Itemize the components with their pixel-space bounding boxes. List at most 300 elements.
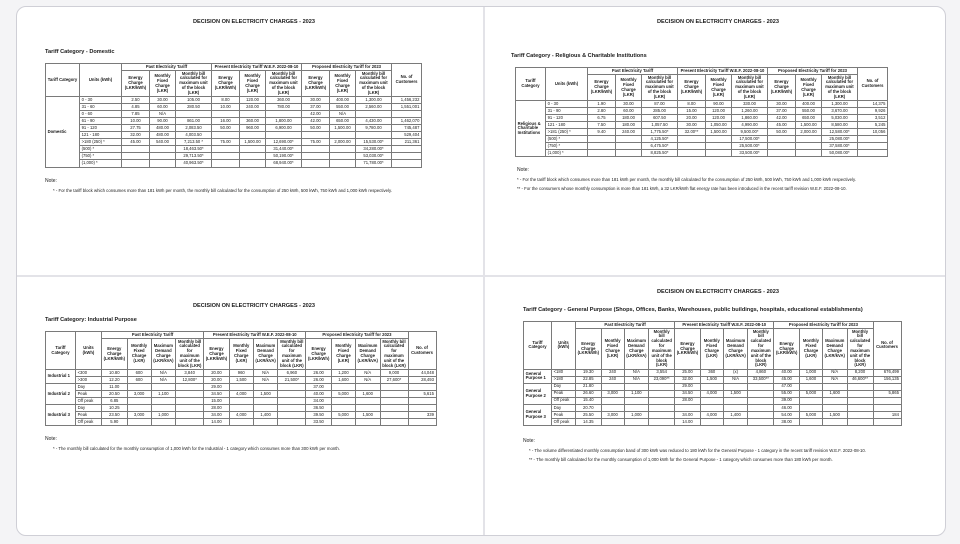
- table-cell: 15,530.00*: [356, 139, 392, 146]
- table-cell: 17,500.00*: [732, 136, 768, 143]
- table-cell: 1,500.00: [706, 129, 732, 136]
- table-row: [46, 132, 422, 139]
- category-title: Tariff Category: Industrial Purpose: [45, 317, 137, 323]
- table-cell: [229, 405, 253, 412]
- table-row: [46, 405, 437, 412]
- th-bill: Monthly bill calculated for maximum unit of the block (LKR): [176, 339, 204, 370]
- table-cell: 1,600: [355, 391, 380, 398]
- th-energy: Energy Charge (LKR/kWh): [576, 329, 602, 370]
- table-cell: 20.70: [576, 404, 602, 411]
- table-row: [524, 390, 902, 397]
- table-cell: [796, 136, 822, 143]
- th-fixed: Monthly Fixed Charge (LKR): [229, 339, 253, 370]
- table-cell: [331, 398, 355, 405]
- table-cell: 156,135: [873, 376, 901, 383]
- table-cell: 90.00: [706, 101, 732, 108]
- table-cell: [355, 398, 380, 405]
- table-cell: 4,000: [229, 391, 253, 398]
- table-cell: [356, 132, 392, 139]
- table-row: [46, 146, 422, 153]
- table-cell: 34,280.00*: [356, 146, 392, 153]
- table-row: [46, 419, 437, 426]
- table-cell: 36.50: [306, 405, 332, 412]
- note-text: * - The monthly bill calculated for the monthly consumption of 1,000 kWh for the Industrial - 1 category which consumes more than 300 kWh per month.: [53, 446, 340, 452]
- panel-title: DECISION ON ELECTRICITY CHARGES - 2023: [192, 19, 316, 25]
- table-cell: 30.00: [678, 122, 706, 129]
- table-cell: [150, 153, 176, 160]
- table-cell: 71,780.00*: [356, 160, 392, 167]
- th-bill: Monthly bill calculated for maximum unit of the block (LKR): [822, 75, 858, 101]
- th-present: Present Electricity Tariff W.E.F. 2022-08-10: [204, 332, 306, 339]
- table-cell: 8,825.50*: [642, 150, 678, 157]
- table-cell: 10.80: [102, 370, 128, 377]
- table-cell: 240: [601, 369, 624, 376]
- th-bill: Monthly bill calculated for maximum unit of the block (LKR): [748, 329, 774, 370]
- table-row: [46, 377, 437, 384]
- th-energy: Energy Charge (LKR/kWh): [678, 75, 706, 101]
- table-cell: 18,463.50*: [176, 146, 212, 153]
- table-cell: 21,500*: [278, 377, 306, 384]
- table-cell: Off peak: [76, 419, 102, 426]
- table-cell: Industrial 1: [46, 370, 76, 384]
- table-cell: 87.00: [642, 101, 678, 108]
- table-cell: 50.00: [212, 125, 240, 132]
- table-cell: [122, 153, 150, 160]
- table-cell: 29.00: [675, 383, 701, 390]
- table-cell: 34.00: [675, 411, 701, 418]
- table-cell: 16.00: [212, 118, 240, 125]
- th-energy: Energy Charge (LKR/kWh): [212, 71, 240, 97]
- table-cell: 4,000: [700, 390, 723, 397]
- table-cell: 9.40: [588, 129, 616, 136]
- table-cell: [380, 384, 408, 391]
- note-text: ** - For the consumers whose monthly consumption is more than 181 kWh, a 32 LKR/kWh flat energy rate has been introduced in the recent tariff revision W.E.F. 2022-08-10.: [517, 186, 847, 192]
- th-demand: Maximum Demand Charge (LKR/kVA): [355, 339, 380, 370]
- table-row: [46, 97, 422, 104]
- th-category: Tariff Category: [46, 64, 80, 97]
- table-cell: [330, 132, 356, 139]
- table-row: [524, 376, 902, 383]
- table-cell: [151, 384, 176, 391]
- note-heading: Note:: [45, 436, 57, 443]
- table-cell: [601, 383, 624, 390]
- table-cell: [331, 384, 355, 391]
- table-cell: [408, 405, 436, 412]
- table-cell: 50,080.00*: [822, 150, 858, 157]
- table-row: [46, 104, 422, 111]
- th-fixed: Monthly Fixed Charge (LKR): [706, 75, 732, 101]
- table-cell: 5,000: [799, 390, 822, 397]
- table-cell: 6.85: [102, 398, 128, 405]
- table-cell: 1,500: [723, 390, 748, 397]
- table-cell: 4,000: [229, 412, 253, 419]
- table-cell: [253, 419, 278, 426]
- th-category: Tariff Category: [524, 322, 552, 370]
- table-cell: 12.20: [102, 377, 128, 384]
- th-proposed: Proposed Electricity Tariff for 2023: [306, 332, 408, 339]
- industrial-panel: [29, 285, 479, 533]
- table-cell: [723, 397, 748, 404]
- table-cell: 33.50: [306, 419, 332, 426]
- table-cell: [151, 398, 176, 405]
- table-cell: [748, 411, 774, 418]
- table-cell: 12,690.00*: [266, 139, 302, 146]
- th-energy: Energy Charge (LKR/kWh): [102, 339, 128, 370]
- table-row: [524, 418, 902, 425]
- th-bill: Monthly bill calculated for maximum unit of the block (LKR): [356, 71, 392, 97]
- table-cell: [847, 397, 873, 404]
- table-cell: 15.40: [576, 397, 602, 404]
- table-cell: 14.35: [576, 418, 602, 425]
- table-cell: [649, 397, 675, 404]
- table-cell: [176, 391, 204, 398]
- table-cell: 40,963.50*: [176, 160, 212, 167]
- table-cell: [278, 412, 306, 419]
- table-cell: [799, 383, 822, 390]
- table-cell: 9,000: [380, 370, 408, 377]
- table-row: [524, 369, 902, 376]
- table-cell: 4,430.00: [356, 118, 392, 125]
- note-text: ** - The monthly bill calculated for the monthly consumption of 1,000 kWh for the General Purpose - 1 category which consumes more than 180 kWh per month.: [529, 456, 833, 462]
- table-cell: 14,375: [858, 101, 888, 108]
- table-cell: 9,926: [858, 108, 888, 115]
- table-cell: 9,780.00: [356, 125, 392, 132]
- table-cell: [278, 398, 306, 405]
- table-row: [46, 153, 422, 160]
- table-cell: [176, 412, 204, 419]
- table-cell: [588, 136, 616, 143]
- table-cell: [723, 383, 748, 390]
- table-cell: 1,000: [151, 412, 176, 419]
- table-cell: [649, 390, 675, 397]
- table-cell: 3,554: [649, 369, 675, 376]
- table-cell: 3,000: [601, 390, 624, 397]
- table-cell: 360: [700, 369, 723, 376]
- table-cell: [302, 160, 330, 167]
- table-cell: 38.00: [774, 418, 800, 425]
- th-customers: No. of Customers: [858, 68, 888, 101]
- table-cell: [408, 398, 436, 405]
- table-cell: [799, 397, 822, 404]
- table-cell: 2,000.00: [330, 139, 356, 146]
- th-demand: Maximum Demand Charge (LKR/kVA): [723, 329, 748, 370]
- table-row: [516, 122, 888, 129]
- table-cell: [678, 136, 706, 143]
- table-cell: 120.00: [240, 97, 266, 104]
- table-cell: [150, 146, 176, 153]
- table-cell: 5,000: [799, 411, 822, 418]
- table-cell: 60.00: [150, 104, 176, 111]
- table-cell: 50.00: [302, 125, 330, 132]
- table-cell: 42.00: [302, 111, 330, 118]
- table-cell: [229, 398, 253, 405]
- th-customers: No. of Customers: [873, 322, 901, 370]
- table-cell: N/A: [355, 377, 380, 384]
- table-cell: [408, 384, 436, 391]
- table-cell: 10.00: [122, 118, 150, 125]
- table-row: [516, 136, 888, 143]
- table-cell: >300: [76, 377, 102, 384]
- table-cell: Off peak: [552, 397, 576, 404]
- table-cell: Industrial 2: [46, 384, 76, 405]
- table-cell: 3,512: [858, 115, 888, 122]
- category-title: Tariff Category - Religious & Charitable Institutions: [511, 53, 647, 59]
- table-cell: 37.00: [306, 384, 332, 391]
- table-cell: [127, 405, 151, 412]
- table-cell: 11.00: [102, 384, 128, 391]
- table-cell: [706, 136, 732, 143]
- table-cell: 34.00: [306, 398, 332, 405]
- table-cell: 40.00: [774, 369, 800, 376]
- th-demand: Maximum Demand Charge (LKR/kVA): [822, 329, 847, 370]
- table-cell: 1,100: [624, 390, 649, 397]
- table-cell: 120.00: [706, 115, 732, 122]
- table-cell: 10,056: [858, 129, 888, 136]
- table-cell: [822, 418, 847, 425]
- table-cell: 1,000: [624, 411, 649, 418]
- th-units: Units (kWh): [552, 322, 576, 370]
- table-cell: [700, 383, 723, 390]
- table-cell: 529,404: [392, 132, 422, 139]
- table-cell: 120.00: [706, 108, 732, 115]
- th-present: Present Electricity Tariff W.E.F. 2022-08-10: [212, 64, 302, 71]
- table-cell: [706, 150, 732, 157]
- table-cell: 45.00: [122, 139, 150, 146]
- table-cell: 50.00: [768, 129, 796, 136]
- table-cell: 19.30: [576, 369, 602, 376]
- table-cell: Day: [76, 405, 102, 412]
- table-cell: [706, 143, 732, 150]
- th-bill: Monthly bill calculated for maximum unit of the block (LKR): [176, 71, 212, 97]
- table-cell: [380, 412, 408, 419]
- table-cell: 60.00: [616, 108, 642, 115]
- table-cell: 180.00: [616, 122, 642, 129]
- table-cell: [847, 390, 873, 397]
- table-row: [46, 125, 422, 132]
- table-cell: 1,500: [229, 377, 253, 384]
- table-cell: Domestic: [46, 97, 80, 167]
- table-cell: 90.00: [150, 118, 176, 125]
- table-cell: 6,475.50*: [642, 143, 678, 150]
- table-cell: 32.00: [675, 376, 701, 383]
- table-cell: [392, 111, 422, 118]
- table-cell: 39.00: [774, 397, 800, 404]
- table-cell: [799, 418, 822, 425]
- document-frame: [16, 6, 946, 536]
- table-cell: 20.50: [102, 391, 128, 398]
- th-past: Past Electricity Tariff: [588, 68, 678, 75]
- table-cell: [858, 150, 888, 157]
- table-cell: [748, 390, 774, 397]
- table-cell: [873, 404, 901, 411]
- table-row: [46, 111, 422, 118]
- table-cell: 12,580.00*: [822, 129, 858, 136]
- table-cell: [649, 383, 675, 390]
- table-cell: 47.00: [774, 383, 800, 390]
- table-cell: 91 - 120: [546, 115, 588, 122]
- table-cell: N/A: [822, 376, 847, 383]
- table-cell: Off peak: [552, 418, 576, 425]
- table-cell: >181 (250) *: [546, 129, 588, 136]
- table-cell: 240.00: [240, 104, 266, 111]
- table-cell: 45.00: [768, 122, 796, 129]
- table-cell: 39.50: [306, 412, 332, 419]
- table-cell: [302, 153, 330, 160]
- table-cell: [700, 397, 723, 404]
- table-cell: [858, 143, 888, 150]
- th-bill: Monthly bill calculated for maximum unit of the block (LKR): [278, 339, 306, 370]
- table-cell: 40.00: [306, 391, 332, 398]
- table-cell: [176, 111, 212, 118]
- table-cell: 360.00: [240, 118, 266, 125]
- table-cell: [873, 397, 901, 404]
- table-cell: 4,990.00: [732, 122, 768, 129]
- table-cell: 25,080.00*: [822, 136, 858, 143]
- table-cell: [266, 111, 302, 118]
- table-cell: Day: [552, 383, 576, 390]
- table-cell: 1,600: [331, 377, 355, 384]
- th-demand: Maximum Demand Charge (LKR/kVA): [624, 329, 649, 370]
- table-cell: [768, 136, 796, 143]
- table-cell: 0 - 30: [80, 97, 122, 104]
- table-cell: 1,775.50*: [642, 129, 678, 136]
- table-cell: 4,125.50*: [642, 136, 678, 143]
- table-cell: [240, 146, 266, 153]
- table-row: [524, 397, 902, 404]
- table-cell: 8.00: [678, 101, 706, 108]
- table-cell: [588, 143, 616, 150]
- table-cell: 42.00: [768, 115, 796, 122]
- table-cell: [122, 160, 150, 167]
- table-cell: 180.00: [616, 115, 642, 122]
- th-energy: Energy Charge (LKR/kWh): [204, 339, 230, 370]
- category-title: Tariff Category - Domestic: [45, 49, 115, 55]
- th-energy: Energy Charge (LKR/kWh): [302, 71, 330, 97]
- table-cell: 550.00: [330, 104, 356, 111]
- note-text: * - For the tariff block which consumes more than 181 kWh per month, the monthly bill calculated for the consumption of 250 kWh, 500 kWh, 750 kWh and 1,000 kWh respectively.: [517, 177, 856, 183]
- general-purpose-panel: [495, 285, 941, 533]
- table-cell: 27,600*: [380, 377, 408, 384]
- th-fixed: Monthly Fixed Charge (LKR): [616, 75, 642, 101]
- table-row: [516, 129, 888, 136]
- table-cell: [624, 418, 649, 425]
- th-fixed: Monthly Fixed Charge (LKR): [700, 329, 723, 370]
- table-cell: 650.00: [330, 118, 356, 125]
- table-cell: 30.00: [768, 101, 796, 108]
- table-cell: 30.00: [616, 101, 642, 108]
- table-cell: [278, 405, 306, 412]
- table-cell: [151, 405, 176, 412]
- table-cell: 5,865: [873, 390, 901, 397]
- table-cell: 5,245: [858, 122, 888, 129]
- table-cell: N/A: [253, 370, 278, 377]
- domestic-tariff-table: [45, 63, 422, 168]
- th-bill: Monthly bill calculated for maximum unit of the block (LKR): [642, 75, 678, 101]
- table-cell: >180: [552, 376, 576, 383]
- table-cell: [127, 419, 151, 426]
- table-cell: 0 - 30: [546, 101, 588, 108]
- table-cell: 1,400: [253, 412, 278, 419]
- table-cell: [678, 150, 706, 157]
- table-cell: 20.00: [204, 370, 230, 377]
- table-cell: 29.00: [204, 384, 230, 391]
- domestic-panel: [29, 15, 479, 271]
- th-past: Past Electricity Tariff: [576, 322, 675, 329]
- table-cell: 2.80: [588, 108, 616, 115]
- table-cell: [847, 418, 873, 425]
- panel-title: DECISION ON ELECTRICITY CHARGES - 2023: [656, 19, 780, 25]
- table-cell: [748, 418, 774, 425]
- table-cell: 30.00: [302, 97, 330, 104]
- table-cell: 240.00: [616, 129, 642, 136]
- table-cell: N/A: [151, 370, 176, 377]
- vertical-divider: [483, 7, 485, 536]
- table-cell: (1,000) *: [546, 150, 588, 157]
- table-row: [46, 160, 422, 167]
- table-cell: Day: [76, 384, 102, 391]
- table-cell: 5,030.00: [822, 115, 858, 122]
- th-past: Past Electricity Tariff: [122, 64, 212, 71]
- th-category: Tariff Category: [46, 332, 76, 370]
- table-cell: 44,048: [408, 370, 436, 377]
- table-cell: 339: [408, 412, 436, 419]
- table-cell: 25.50: [576, 411, 602, 418]
- table-cell: 31 - 60: [80, 104, 122, 111]
- table-cell: 2,560.00: [356, 104, 392, 111]
- table-cell: >180 (250) *: [80, 139, 122, 146]
- table-cell: 121 - 180: [546, 122, 588, 129]
- religious-tariff-table: [515, 67, 888, 157]
- table-cell: 54.00: [774, 411, 800, 418]
- table-cell: [330, 153, 356, 160]
- table-cell: [212, 111, 240, 118]
- table-cell: 20.00: [204, 377, 230, 384]
- table-cell: [331, 419, 355, 426]
- table-cell: 1,500: [355, 412, 380, 419]
- horizontal-divider: [17, 275, 946, 277]
- table-cell: [380, 398, 408, 405]
- table-cell: 480.00: [150, 125, 176, 132]
- table-cell: 33,500**: [748, 376, 774, 383]
- table-cell: [176, 398, 204, 405]
- table-cell: [748, 397, 774, 404]
- table-cell: [624, 397, 649, 404]
- table-cell: 7.85: [122, 111, 150, 118]
- table-cell: [240, 111, 266, 118]
- table-cell: 14.00: [204, 419, 230, 426]
- table-cell: 45.00: [774, 376, 800, 383]
- table-cell: 1,500: [822, 411, 847, 418]
- table-cell: [356, 111, 392, 118]
- table-cell: 31,440.00*: [266, 146, 302, 153]
- th-energy: Energy Charge (LKR/kWh): [122, 71, 150, 97]
- table-cell: [380, 391, 408, 398]
- table-cell: 31 - 90: [546, 108, 588, 115]
- table-cell: 28.00: [204, 405, 230, 412]
- table-cell: 10.00: [212, 104, 240, 111]
- table-cell: 14.00: [675, 418, 701, 425]
- table-cell: General Purpose 1: [524, 369, 552, 383]
- table-cell: 1,400: [723, 411, 748, 418]
- table-cell: 960.00: [240, 125, 266, 132]
- table-cell: [847, 383, 873, 390]
- th-units: Units (kWh): [76, 332, 102, 370]
- th-proposed: Proposed Electricity Tariff for 2023: [768, 68, 858, 75]
- table-cell: (1,000) *: [80, 160, 122, 167]
- table-cell: 4,000: [700, 411, 723, 418]
- table-cell: [253, 384, 278, 391]
- th-fixed: Monthly Fixed Charge (LKR): [331, 339, 355, 370]
